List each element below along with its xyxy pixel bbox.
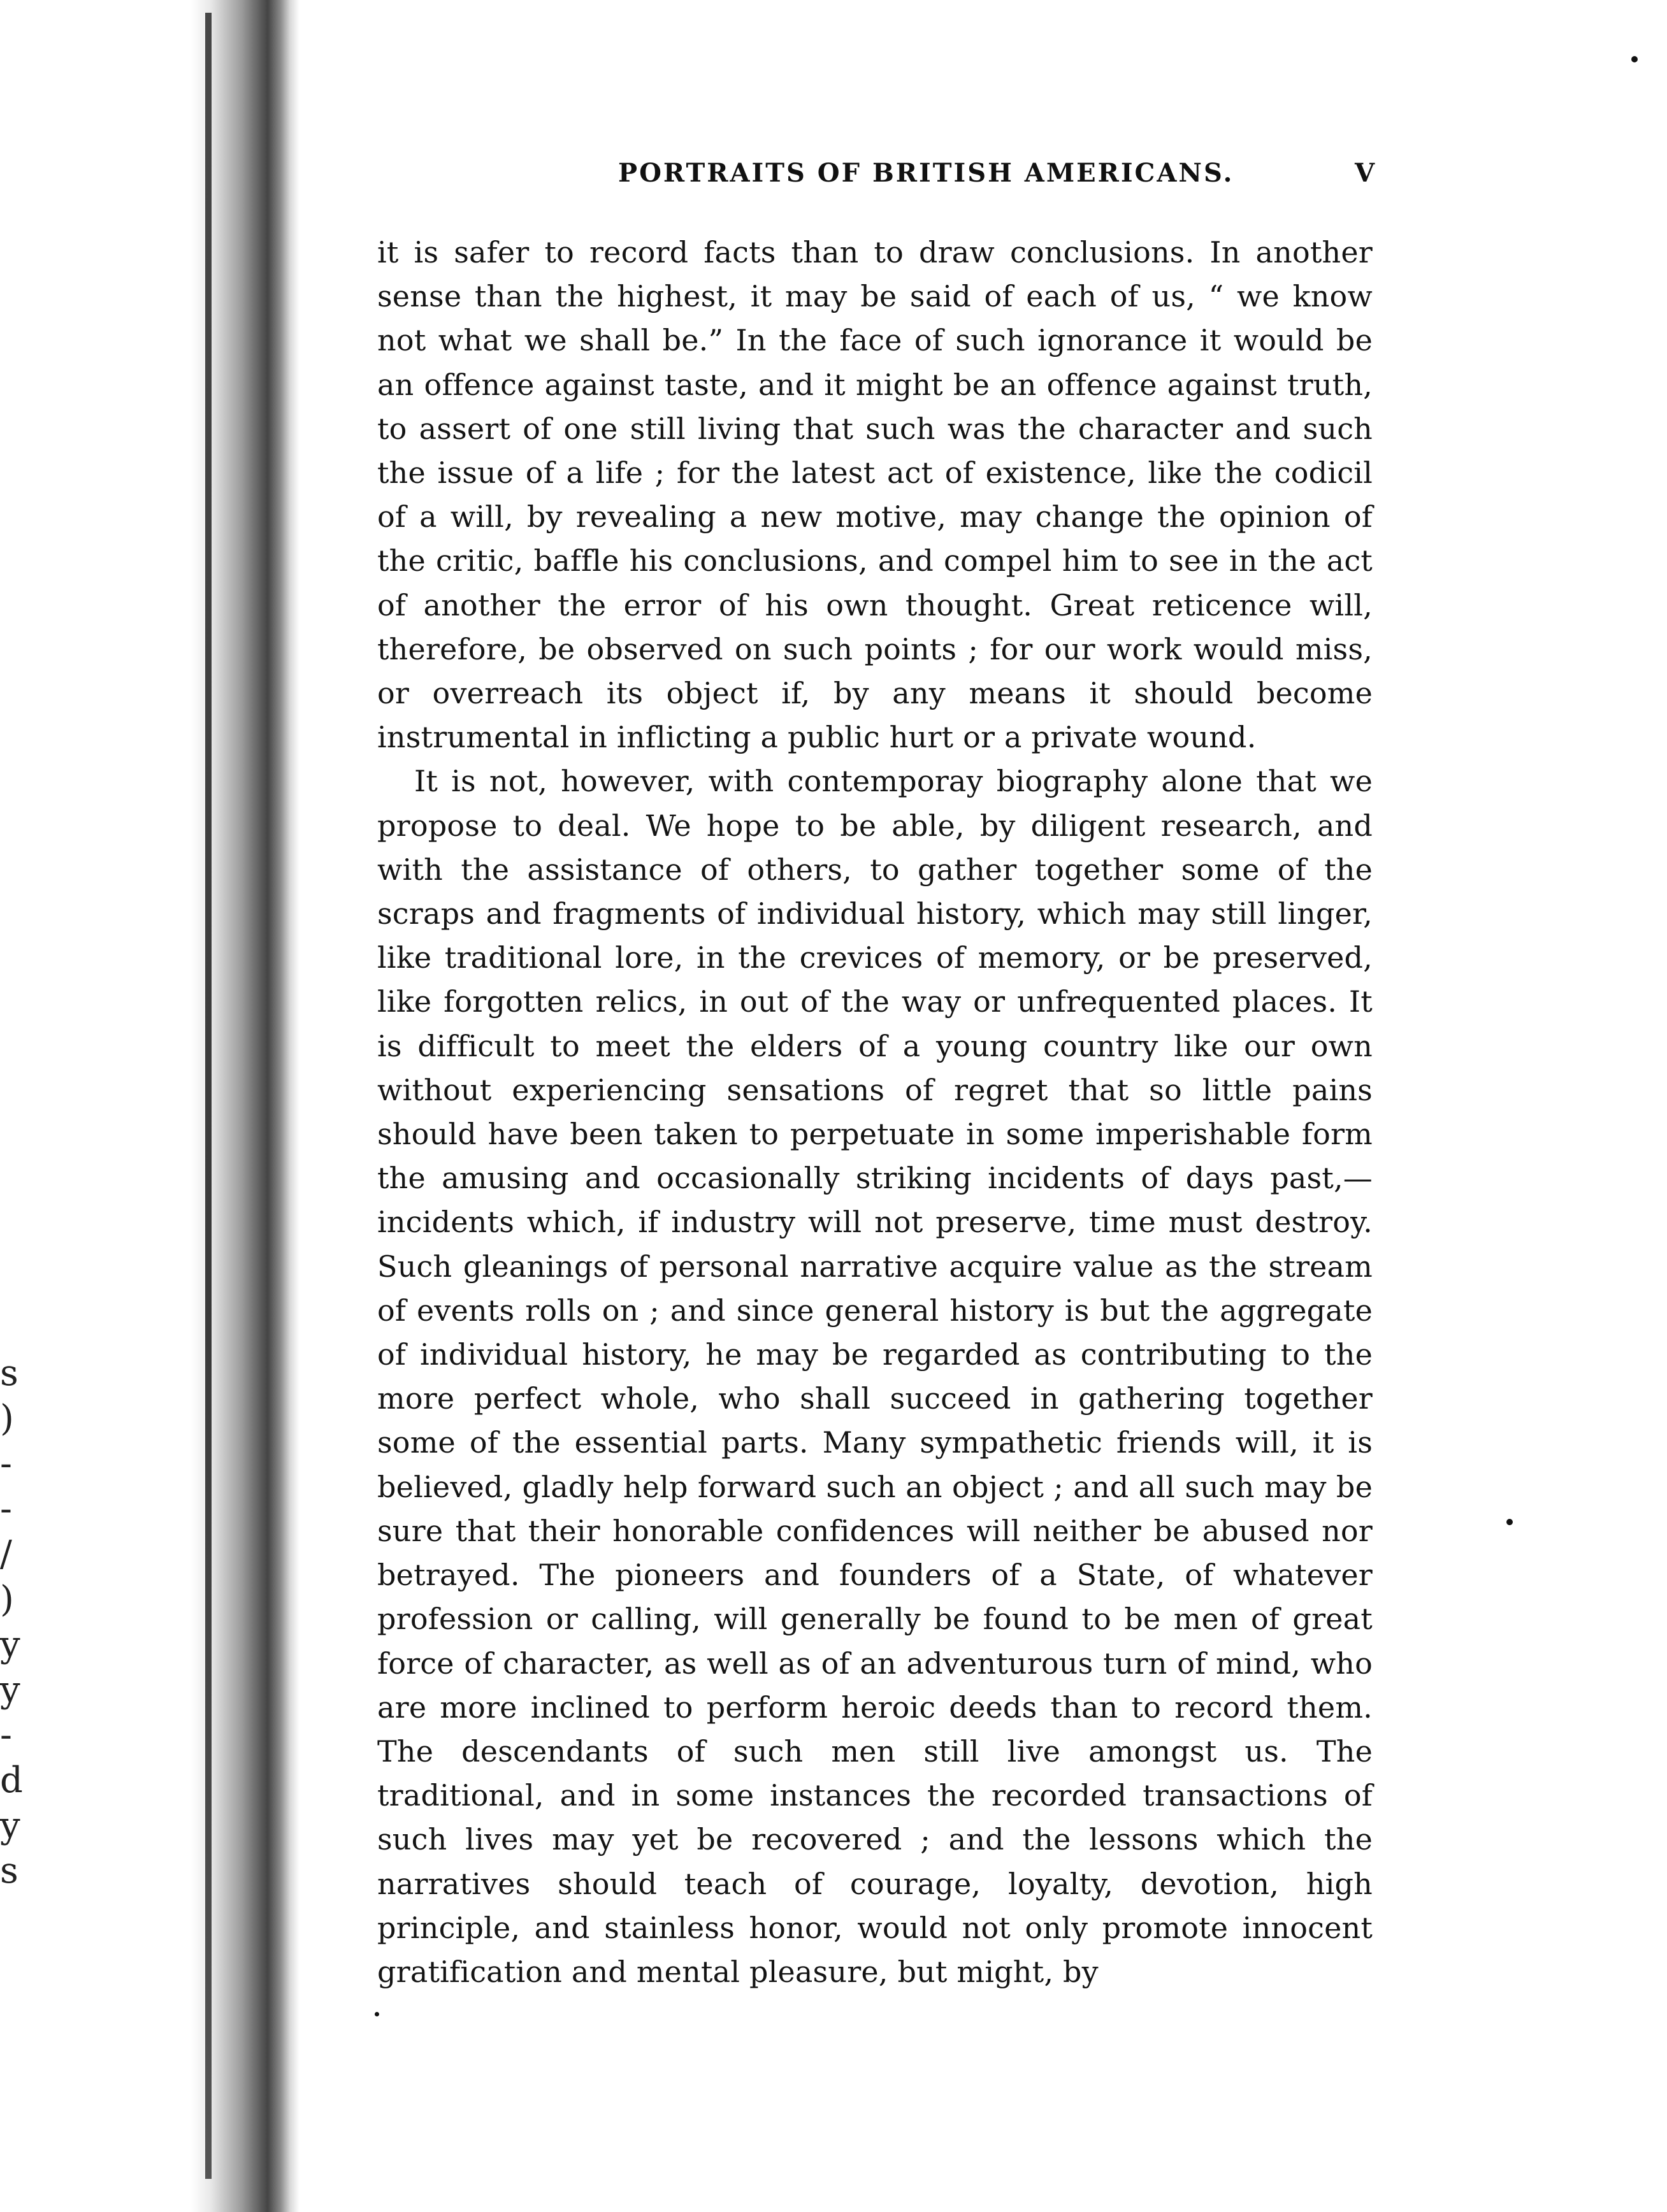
scan-speck [1631,56,1638,62]
binding-edge-line [205,13,212,2179]
paragraph-continued: it is safer to record facts than to draw conclusions. In another sense than the highest, it may be said of each of us, “ we know not what we shall be.” In the face of such ignorance it would be an offence against taste, and it might be an offence against truth, to assert of one still living that such was the character and such the issue of a life ; for the latest act of existence, like the codicil of a will, by revealing a new motive, may change the opinion of the critic, baffle his conclusions, and compel him to see in the act of another the error of his own thought. Great reticence will, therefore, be observed on such points ; for our work would miss, or overreach its object if, by any means it should become instrumental in inflicting a public hurt or a private wound. [377,235,1373,755]
facing-page-bleed [0,1351,23,1893]
paragraph: It is not, however, with contemporay biography alone that we propose to deal. We hope to be able, by diligent research, and with the assistance of others, to gather together some of the scraps and fragments of individual history, which may still linger, like traditional lore, in the crevices of memory, or be preserved, like forgotten relics, in out of the way or unfrequented places. It is difficult to meet the elders of a young country like our own without experiencing sensations of regret that so little pains should have been taken to perpetuate in some imperishable form the amusing and occasionally striking incidents of days past,—incidents which, if industry will not preserve, time must destroy. Such gleanings of personal narrative acquire value as the stream of events rolls on ; and since general history is but the aggregate of individual history, he may be regarded as contributing to the more perfect whole, who shall succeed in gathering together some of the essential parts. Many sympathetic friends will, it is believed, gladly help forward such an object ; and all such may be sure that their honorable confidences will neither be abused nor betrayed. The pioneers and founders of a State, of whatever profession or calling, will generally be found to be men of great force of character, as well as of an adventurous turn of mind, who are more inclined to perform heroic deeds than to record them. The descendants of such men still live amongst us. The traditional, and in some instances the recorded transactions of such lives may yet be recovered ; and the lessons which the narratives should teach of courage, loyalty, devotion, high principle, and stainless honor, would not only promote innocent gratification and mental pleasure, but might, by [377,764,1373,1989]
scan-speck [1506,1519,1513,1525]
binding-gutter [0,0,299,2212]
body-text [377,231,1373,1994]
bleed-char: s [0,1353,18,1394]
bleed-char: / [0,1533,12,1575]
bleed-char: s [0,1850,18,1892]
bleed-char: ) [0,1579,14,1620]
page-number: V [1354,158,1376,188]
bleed-char: d [0,1760,23,1801]
running-head-title: PORTRAITS OF BRITISH AMERICANS. [618,158,1234,188]
bleed-char: - [0,1714,12,1756]
bleed-char: - [0,1443,12,1484]
scan-speck [375,2012,379,2016]
bleed-char: y [0,1805,20,1846]
bleed-char: y [0,1669,20,1711]
bleed-char: y [0,1624,20,1665]
bleed-char: - [0,1488,12,1530]
bleed-char: ) [0,1398,14,1439]
